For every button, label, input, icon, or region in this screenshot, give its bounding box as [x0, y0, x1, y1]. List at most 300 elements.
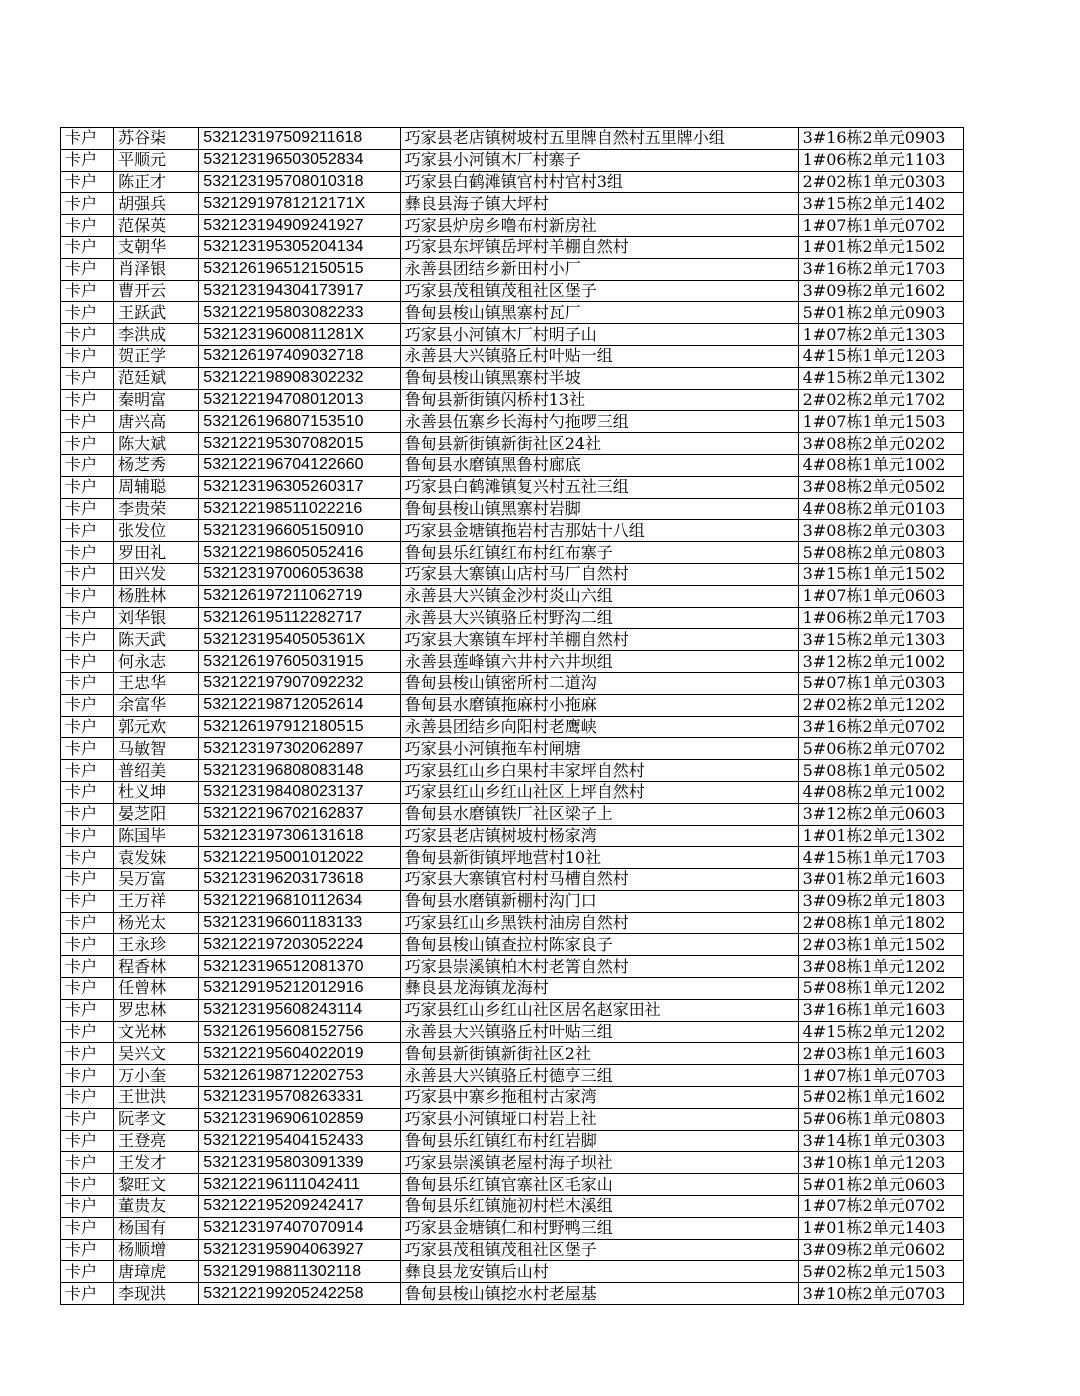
table-row	[61, 585, 964, 607]
cell-address: 鲁甸县乐红镇红布村红岩脚	[400, 1130, 798, 1152]
cell-address: 巧家县大寨镇山店村马厂自然村	[400, 563, 798, 585]
cell-address: 巧家县小河镇拖车村闸塘	[400, 738, 798, 760]
cell-room: 3#08栋2单元0502	[798, 476, 963, 498]
table-row	[61, 563, 964, 585]
cell-room: 4#15栋1单元1203	[798, 345, 963, 367]
cell-type: 卡户	[61, 672, 114, 694]
cell-address: 永善县大兴镇金沙村炎山六组	[400, 585, 798, 607]
cell-address: 巧家县小河镇木厂村明子山	[400, 324, 798, 346]
cell-room: 3#01栋2单元1603	[798, 869, 963, 891]
table-row	[61, 890, 964, 912]
cell-room: 1#01栋2单元1403	[798, 1217, 963, 1239]
cell-type: 卡户	[61, 1108, 114, 1130]
cell-id-number: 532123196503052834	[199, 149, 400, 171]
cell-id-number: 532126196807153510	[199, 411, 400, 433]
cell-id-number: 532122199205242258	[199, 1283, 400, 1305]
resident-table	[60, 127, 964, 1305]
cell-id-number: 532123197302062897	[199, 738, 400, 760]
cell-type: 卡户	[61, 324, 114, 346]
cell-room: 4#08栋2单元0103	[798, 498, 963, 520]
table-row	[61, 1261, 964, 1283]
cell-type: 卡户	[61, 1152, 114, 1174]
cell-name: 文光林	[114, 1021, 199, 1043]
cell-room: 5#01栋2单元0903	[798, 302, 963, 324]
cell-address: 鲁甸县乐红镇官寨社区毛家山	[400, 1174, 798, 1196]
cell-name: 程香林	[114, 956, 199, 978]
cell-address: 鲁甸县梭山镇黑寨村瓦厂	[400, 302, 798, 324]
cell-name: 唐兴高	[114, 411, 199, 433]
cell-address: 巧家县白鹤滩镇官村村官村3组	[400, 171, 798, 193]
cell-room: 3#09栋2单元1602	[798, 280, 963, 302]
cell-id-number: 532123196808083148	[199, 760, 400, 782]
cell-id-number: 532123195708263331	[199, 1087, 400, 1109]
cell-id-number: 532123195803091339	[199, 1152, 400, 1174]
table-row	[61, 193, 964, 215]
cell-type: 卡户	[61, 1065, 114, 1087]
cell-address: 彝良县龙安镇后山村	[400, 1261, 798, 1283]
cell-address: 鲁甸县新街镇闪桥村13社	[400, 389, 798, 411]
cell-name: 晏芝阳	[114, 803, 199, 825]
table-row	[61, 978, 964, 1000]
cell-type: 卡户	[61, 803, 114, 825]
cell-type: 卡户	[61, 433, 114, 455]
cell-type: 卡户	[61, 934, 114, 956]
cell-type: 卡户	[61, 890, 114, 912]
cell-address: 永善县大兴镇骆丘村野沟二组	[400, 607, 798, 629]
cell-type: 卡户	[61, 280, 114, 302]
cell-room: 1#07栋1单元0703	[798, 1065, 963, 1087]
cell-name: 余富华	[114, 694, 199, 716]
cell-address: 永善县团结乡向阳村老鹰峡	[400, 716, 798, 738]
cell-room: 4#08栋1单元1002	[798, 454, 963, 476]
cell-id-number: 53212319600811281X	[199, 324, 400, 346]
table-row	[61, 672, 964, 694]
cell-name: 马敏智	[114, 738, 199, 760]
cell-name: 刘华银	[114, 607, 199, 629]
cell-id-number: 532123195608243114	[199, 999, 400, 1021]
cell-room: 4#15栋2单元1302	[798, 367, 963, 389]
cell-room: 2#08栋1单元1802	[798, 912, 963, 934]
cell-id-number: 532126196512150515	[199, 258, 400, 280]
cell-name: 阮孝文	[114, 1108, 199, 1130]
cell-room: 2#02栋2单元1702	[798, 389, 963, 411]
cell-id-number: 532122195404152433	[199, 1130, 400, 1152]
cell-address: 鲁甸县水磨镇拖麻村小拖麻	[400, 694, 798, 716]
cell-address: 彝良县龙海镇龙海村	[400, 978, 798, 1000]
cell-id-number: 532122198908302232	[199, 367, 400, 389]
cell-room: 3#16栋2单元1703	[798, 258, 963, 280]
cell-name: 陈国毕	[114, 825, 199, 847]
cell-id-number: 532123197006053638	[199, 563, 400, 585]
table-row	[61, 847, 964, 869]
cell-name: 李现洪	[114, 1283, 199, 1305]
cell-name: 普绍美	[114, 760, 199, 782]
table-row	[61, 1021, 964, 1043]
cell-id-number: 532126197211062719	[199, 585, 400, 607]
table-row	[61, 1239, 964, 1261]
cell-id-number: 532126195112282717	[199, 607, 400, 629]
cell-name: 杨国有	[114, 1217, 199, 1239]
cell-type: 卡户	[61, 781, 114, 803]
cell-name: 杨光太	[114, 912, 199, 934]
cell-room: 2#03栋1单元1502	[798, 934, 963, 956]
cell-id-number: 532122197907092232	[199, 672, 400, 694]
cell-address: 巧家县红山乡白果村丰家坪自然村	[400, 760, 798, 782]
cell-id-number: 532126197605031915	[199, 651, 400, 673]
table-row	[61, 607, 964, 629]
table-row	[61, 389, 964, 411]
cell-room: 3#09栋2单元1803	[798, 890, 963, 912]
cell-name: 杜义坤	[114, 781, 199, 803]
cell-address: 永善县大兴镇骆丘村叶贴一组	[400, 345, 798, 367]
cell-room: 4#08栋2单元1002	[798, 781, 963, 803]
cell-type: 卡户	[61, 520, 114, 542]
cell-type: 卡户	[61, 171, 114, 193]
cell-type: 卡户	[61, 1283, 114, 1305]
cell-id-number: 532122196704122660	[199, 454, 400, 476]
cell-type: 卡户	[61, 1217, 114, 1239]
cell-room: 3#08栋1单元1202	[798, 956, 963, 978]
cell-type: 卡户	[61, 411, 114, 433]
cell-address: 永善县莲峰镇六井村六井坝组	[400, 651, 798, 673]
cell-address: 巧家县炉房乡噜布村新房社	[400, 215, 798, 237]
cell-type: 卡户	[61, 128, 114, 150]
cell-type: 卡户	[61, 149, 114, 171]
cell-id-number: 532123196203173618	[199, 869, 400, 891]
cell-room: 5#08栋1单元0502	[798, 760, 963, 782]
table-row	[61, 476, 964, 498]
cell-type: 卡户	[61, 563, 114, 585]
cell-room: 4#15栋2单元1202	[798, 1021, 963, 1043]
table-row	[61, 542, 964, 564]
cell-type: 卡户	[61, 1043, 114, 1065]
cell-type: 卡户	[61, 236, 114, 258]
cell-room: 1#07栋1单元0603	[798, 585, 963, 607]
cell-type: 卡户	[61, 869, 114, 891]
cell-room: 4#15栋1单元1703	[798, 847, 963, 869]
cell-id-number: 532122196111042411	[199, 1174, 400, 1196]
cell-id-number: 532123194304173917	[199, 280, 400, 302]
cell-id-number: 53212319540505361X	[199, 629, 400, 651]
cell-id-number: 532129198811302118	[199, 1261, 400, 1283]
cell-id-number: 532123196601183133	[199, 912, 400, 934]
cell-id-number: 532123197306131618	[199, 825, 400, 847]
table-row	[61, 1065, 964, 1087]
cell-type: 卡户	[61, 193, 114, 215]
cell-room: 1#01栋2单元1502	[798, 236, 963, 258]
cell-type: 卡户	[61, 694, 114, 716]
cell-room: 3#14栋1单元0303	[798, 1130, 963, 1152]
cell-room: 3#08栋2单元0303	[798, 520, 963, 542]
cell-room: 5#02栋1单元1602	[798, 1087, 963, 1109]
cell-room: 5#06栋1单元0803	[798, 1108, 963, 1130]
table-row	[61, 869, 964, 891]
cell-address: 巧家县红山乡红山社区上坪自然村	[400, 781, 798, 803]
cell-type: 卡户	[61, 389, 114, 411]
table-row	[61, 781, 964, 803]
cell-name: 王跃武	[114, 302, 199, 324]
cell-room: 3#15栋2单元1402	[798, 193, 963, 215]
cell-address: 巧家县崇溪镇老屋村海子坝社	[400, 1152, 798, 1174]
cell-type: 卡户	[61, 716, 114, 738]
cell-name: 陈大斌	[114, 433, 199, 455]
cell-type: 卡户	[61, 956, 114, 978]
table-row	[61, 302, 964, 324]
table-row	[61, 716, 964, 738]
cell-name: 陈天武	[114, 629, 199, 651]
cell-name: 杨胜林	[114, 585, 199, 607]
cell-name: 田兴发	[114, 563, 199, 585]
cell-type: 卡户	[61, 999, 114, 1021]
cell-name: 任曾林	[114, 978, 199, 1000]
cell-room: 3#10栋1单元1203	[798, 1152, 963, 1174]
cell-address: 巧家县茂租镇茂租社区堡子	[400, 1239, 798, 1261]
cell-type: 卡户	[61, 825, 114, 847]
cell-room: 5#01栋2单元0603	[798, 1174, 963, 1196]
cell-room: 5#06栋2单元0702	[798, 738, 963, 760]
cell-name: 袁发妹	[114, 847, 199, 869]
cell-room: 1#06栋2单元1103	[798, 149, 963, 171]
cell-id-number: 532123196605150910	[199, 520, 400, 542]
cell-room: 5#08栋1单元1202	[798, 978, 963, 1000]
cell-name: 秦明富	[114, 389, 199, 411]
cell-address: 鲁甸县梭山镇黑寨村半坡	[400, 367, 798, 389]
cell-room: 5#02栋2单元1503	[798, 1261, 963, 1283]
cell-address: 巧家县大寨镇车坪村羊棚自然村	[400, 629, 798, 651]
cell-id-number: 532123197407070914	[199, 1217, 400, 1239]
cell-address: 巧家县红山乡黑铁村油房自然村	[400, 912, 798, 934]
table-row	[61, 280, 964, 302]
cell-room: 5#07栋1单元0303	[798, 672, 963, 694]
cell-type: 卡户	[61, 258, 114, 280]
cell-address: 鲁甸县梭山镇密所村二道沟	[400, 672, 798, 694]
cell-id-number: 532122195209242417	[199, 1196, 400, 1218]
cell-id-number: 532122195001012022	[199, 847, 400, 869]
cell-room: 3#15栋2单元1303	[798, 629, 963, 651]
table-row	[61, 999, 964, 1021]
cell-room: 3#16栋1单元1603	[798, 999, 963, 1021]
table-row	[61, 324, 964, 346]
cell-type: 卡户	[61, 1130, 114, 1152]
cell-address: 鲁甸县水磨镇黑鲁村廊底	[400, 454, 798, 476]
table-row	[61, 760, 964, 782]
cell-room: 3#16栋2单元0903	[798, 128, 963, 150]
cell-address: 巧家县老店镇树坡村杨家湾	[400, 825, 798, 847]
table-row	[61, 825, 964, 847]
table-row	[61, 454, 964, 476]
cell-address: 鲁甸县新街镇新街社区2社	[400, 1043, 798, 1065]
cell-id-number: 532122198712052614	[199, 694, 400, 716]
cell-address: 永善县伍寨乡长海村勺拖啰三组	[400, 411, 798, 433]
cell-name: 平顺元	[114, 149, 199, 171]
table-row	[61, 738, 964, 760]
table-row	[61, 934, 964, 956]
cell-room: 1#07栋2单元0702	[798, 1196, 963, 1218]
cell-id-number: 532122197203052224	[199, 934, 400, 956]
cell-name: 张发位	[114, 520, 199, 542]
cell-name: 王登亮	[114, 1130, 199, 1152]
cell-type: 卡户	[61, 738, 114, 760]
cell-id-number: 532123195305204134	[199, 236, 400, 258]
cell-type: 卡户	[61, 476, 114, 498]
cell-name: 王万祥	[114, 890, 199, 912]
cell-id-number: 532123197509211618	[199, 128, 400, 150]
cell-name: 王忠华	[114, 672, 199, 694]
cell-id-number: 532122194708012013	[199, 389, 400, 411]
cell-room: 2#03栋1单元1603	[798, 1043, 963, 1065]
cell-address: 永善县大兴镇骆丘村德亨三组	[400, 1065, 798, 1087]
cell-name: 范保英	[114, 215, 199, 237]
cell-address: 巧家县老店镇树坡村五里牌自然村五里牌小组	[400, 128, 798, 150]
cell-id-number: 532126197409032718	[199, 345, 400, 367]
cell-id-number: 532122196702162837	[199, 803, 400, 825]
table-row	[61, 236, 964, 258]
cell-room: 1#06栋2单元1703	[798, 607, 963, 629]
cell-id-number: 532123198408023137	[199, 781, 400, 803]
cell-name: 周辅聪	[114, 476, 199, 498]
cell-type: 卡户	[61, 760, 114, 782]
cell-name: 肖泽银	[114, 258, 199, 280]
cell-type: 卡户	[61, 607, 114, 629]
cell-address: 鲁甸县梭山镇查拉村陈家良子	[400, 934, 798, 956]
cell-name: 郭元欢	[114, 716, 199, 738]
cell-id-number: 532122196810112634	[199, 890, 400, 912]
cell-room: 2#02栋1单元0303	[798, 171, 963, 193]
cell-name: 李洪成	[114, 324, 199, 346]
cell-type: 卡户	[61, 1174, 114, 1196]
table-row	[61, 1196, 964, 1218]
cell-id-number: 532126197912180515	[199, 716, 400, 738]
cell-room: 3#08栋2单元0202	[798, 433, 963, 455]
cell-address: 鲁甸县新街镇新街社区24社	[400, 433, 798, 455]
cell-name: 王发才	[114, 1152, 199, 1174]
cell-id-number: 532126198712202753	[199, 1065, 400, 1087]
cell-type: 卡户	[61, 585, 114, 607]
cell-address: 巧家县崇溪镇柏木村老箐自然村	[400, 956, 798, 978]
cell-id-number: 532123196512081370	[199, 956, 400, 978]
cell-address: 鲁甸县水磨镇新棚村沟门口	[400, 890, 798, 912]
cell-room: 1#07栋1单元0702	[798, 215, 963, 237]
cell-room: 3#09栋2单元0602	[798, 1239, 963, 1261]
table-row	[61, 367, 964, 389]
cell-id-number: 532129195212012916	[199, 978, 400, 1000]
cell-id-number: 532123195904063927	[199, 1239, 400, 1261]
cell-address: 巧家县红山乡红山社区居名赵家田社	[400, 999, 798, 1021]
table-row	[61, 651, 964, 673]
cell-id-number: 532123194909241927	[199, 215, 400, 237]
cell-type: 卡户	[61, 367, 114, 389]
cell-room: 5#08栋2单元0803	[798, 542, 963, 564]
cell-name: 杨顺增	[114, 1239, 199, 1261]
cell-id-number: 532122195803082233	[199, 302, 400, 324]
cell-id-number: 532122195604022019	[199, 1043, 400, 1065]
cell-type: 卡户	[61, 912, 114, 934]
cell-id-number: 532122198511022216	[199, 498, 400, 520]
cell-type: 卡户	[61, 1196, 114, 1218]
cell-address: 巧家县小河镇木厂村寨子	[400, 149, 798, 171]
table-row	[61, 1283, 964, 1305]
cell-name: 李贵荣	[114, 498, 199, 520]
table-row	[61, 912, 964, 934]
cell-type: 卡户	[61, 454, 114, 476]
cell-type: 卡户	[61, 1021, 114, 1043]
table-row	[61, 149, 964, 171]
cell-id-number: 532126195608152756	[199, 1021, 400, 1043]
cell-id-number: 53212919781212171X	[199, 193, 400, 215]
cell-address: 鲁甸县新街镇坪地营村10社	[400, 847, 798, 869]
cell-type: 卡户	[61, 345, 114, 367]
cell-type: 卡户	[61, 1261, 114, 1283]
cell-id-number: 532122198605052416	[199, 542, 400, 564]
cell-address: 巧家县白鹤滩镇复兴村五社三组	[400, 476, 798, 498]
cell-address: 巧家县东坪镇岳坪村羊棚自然村	[400, 236, 798, 258]
cell-address: 鲁甸县梭山镇黑寨村岩脚	[400, 498, 798, 520]
cell-type: 卡户	[61, 1087, 114, 1109]
cell-room: 1#01栋2单元1302	[798, 825, 963, 847]
cell-address: 巧家县金塘镇拖岩村吉那姑十八组	[400, 520, 798, 542]
cell-id-number: 532123196906102859	[199, 1108, 400, 1130]
cell-type: 卡户	[61, 498, 114, 520]
table-row	[61, 171, 964, 193]
table-row	[61, 1087, 964, 1109]
cell-address: 彝良县海子镇大坪村	[400, 193, 798, 215]
table-row	[61, 1217, 964, 1239]
table-row	[61, 128, 964, 150]
cell-name: 罗忠林	[114, 999, 199, 1021]
table-row	[61, 215, 964, 237]
cell-name: 陈正才	[114, 171, 199, 193]
table-row	[61, 345, 964, 367]
cell-address: 鲁甸县乐红镇施初村栏木溪组	[400, 1196, 798, 1218]
table-row	[61, 520, 964, 542]
table-row	[61, 498, 964, 520]
table-row	[61, 433, 964, 455]
cell-type: 卡户	[61, 629, 114, 651]
cell-type: 卡户	[61, 1239, 114, 1261]
cell-address: 巧家县小河镇垭口村岩上社	[400, 1108, 798, 1130]
cell-room: 3#12栋2单元0603	[798, 803, 963, 825]
cell-name: 吴万富	[114, 869, 199, 891]
cell-room: 1#07栋2单元1303	[798, 324, 963, 346]
table-row	[61, 1152, 964, 1174]
cell-type: 卡户	[61, 651, 114, 673]
cell-name: 范廷斌	[114, 367, 199, 389]
cell-id-number: 532123195708010318	[199, 171, 400, 193]
table-row	[61, 694, 964, 716]
cell-name: 何永志	[114, 651, 199, 673]
table-row	[61, 1043, 964, 1065]
cell-name: 贺正学	[114, 345, 199, 367]
cell-name: 王永珍	[114, 934, 199, 956]
cell-room: 3#16栋2单元0702	[798, 716, 963, 738]
cell-name: 罗田礼	[114, 542, 199, 564]
cell-type: 卡户	[61, 215, 114, 237]
cell-name: 唐璋虎	[114, 1261, 199, 1283]
cell-name: 吴兴文	[114, 1043, 199, 1065]
cell-type: 卡户	[61, 847, 114, 869]
cell-room: 3#15栋1单元1502	[798, 563, 963, 585]
cell-id-number: 532122195307082015	[199, 433, 400, 455]
cell-name: 胡强兵	[114, 193, 199, 215]
cell-name: 黎旺文	[114, 1174, 199, 1196]
cell-address: 巧家县茂租镇茂租社区堡子	[400, 280, 798, 302]
cell-type: 卡户	[61, 542, 114, 564]
cell-room: 3#12栋2单元1002	[798, 651, 963, 673]
cell-name: 苏谷柒	[114, 128, 199, 150]
cell-name: 杨芝秀	[114, 454, 199, 476]
cell-address: 巧家县中寨乡拖租村古家湾	[400, 1087, 798, 1109]
table-row	[61, 629, 964, 651]
